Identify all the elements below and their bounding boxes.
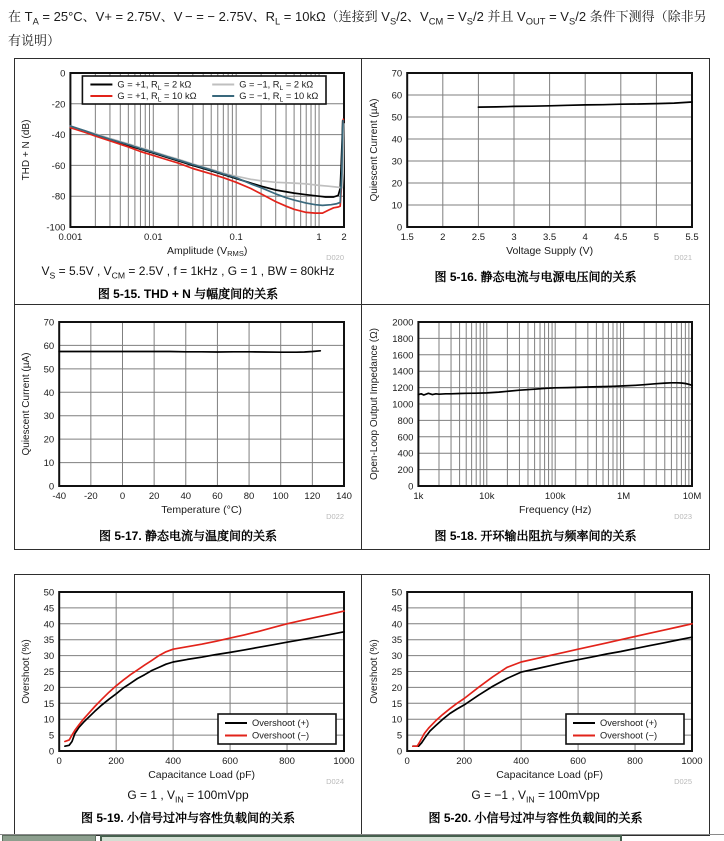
svg-text:5: 5 bbox=[396, 730, 402, 742]
svg-text:200: 200 bbox=[397, 465, 413, 477]
figure-condition: $V_S = 5.5V$ , $V_{CM} = 2.5V$ , f = 1kHz , G = 1 , BW = 80kHz bbox=[41, 264, 335, 281]
figure-condition: G = 1 , $V_{IN}$ = 100mVpp bbox=[127, 788, 249, 805]
svg-text:140: 140 bbox=[336, 491, 352, 502]
svg-text:Overshoot (+): Overshoot (+) bbox=[599, 718, 657, 729]
svg-text:0: 0 bbox=[404, 756, 410, 767]
svg-text:800: 800 bbox=[397, 415, 413, 427]
svg-text:4.5: 4.5 bbox=[613, 232, 627, 243]
svg-text:120: 120 bbox=[304, 491, 321, 502]
svg-text:-20: -20 bbox=[51, 99, 66, 111]
svg-text:50: 50 bbox=[43, 587, 55, 599]
chart-quiescent-current-vs-temperature bbox=[18, 312, 358, 522]
figure-table-top bbox=[14, 58, 710, 550]
svg-text:2.5: 2.5 bbox=[471, 232, 485, 243]
svg-text:1000: 1000 bbox=[680, 756, 703, 767]
svg-text:10M: 10M bbox=[682, 491, 701, 502]
svg-text:600: 600 bbox=[397, 432, 413, 444]
svg-text:Overshoot (−): Overshoot (−) bbox=[599, 730, 657, 741]
svg-text:D025: D025 bbox=[673, 777, 692, 786]
svg-text:2000: 2000 bbox=[391, 317, 413, 329]
svg-text:0: 0 bbox=[119, 491, 126, 502]
svg-text:0: 0 bbox=[396, 222, 402, 234]
svg-text:1200: 1200 bbox=[391, 383, 413, 395]
figure-title: 图 5-15. THD + N 与幅度间的关系 bbox=[97, 287, 279, 302]
figure-cell-5-15 bbox=[15, 59, 362, 305]
svg-text:800: 800 bbox=[279, 756, 295, 767]
svg-text:G = +1, RL = 2 kΩ: G = +1, $R_L = 2$ kΩ bbox=[117, 79, 192, 92]
svg-text:D021: D021 bbox=[673, 253, 692, 262]
figure-title: 图 5-16. 静态电流与电源电压间的关系 bbox=[434, 270, 637, 284]
svg-text:1400: 1400 bbox=[391, 366, 413, 378]
svg-text:60: 60 bbox=[43, 340, 55, 352]
svg-text:D020: D020 bbox=[326, 253, 344, 262]
svg-text:-80: -80 bbox=[51, 191, 66, 203]
svg-text:5.5: 5.5 bbox=[684, 232, 699, 243]
svg-text:5: 5 bbox=[48, 730, 55, 742]
svg-text:400: 400 bbox=[512, 756, 529, 767]
svg-text:D022: D022 bbox=[326, 512, 344, 521]
figure-table-bottom bbox=[14, 574, 710, 836]
svg-text:0: 0 bbox=[396, 746, 402, 758]
svg-text:20: 20 bbox=[43, 434, 55, 446]
svg-text:30: 30 bbox=[43, 651, 55, 663]
svg-text:30: 30 bbox=[391, 156, 402, 168]
svg-text:1k: 1k bbox=[412, 491, 423, 502]
taskbar-item-large[interactable] bbox=[100, 835, 622, 841]
svg-text:800: 800 bbox=[626, 756, 643, 767]
svg-text:1.5: 1.5 bbox=[400, 232, 414, 243]
figure-title: 图 5-19. 小信号过冲与容性负载间的关系 bbox=[80, 811, 296, 826]
svg-text:Overshoot (%): Overshoot (%) bbox=[21, 639, 32, 704]
svg-text:D023: D023 bbox=[673, 512, 692, 521]
svg-text:40: 40 bbox=[391, 134, 402, 146]
svg-text:Capacitance Load (pF): Capacitance Load (pF) bbox=[495, 769, 603, 781]
svg-text:70: 70 bbox=[43, 317, 55, 329]
svg-text:50: 50 bbox=[43, 364, 55, 376]
svg-text:1M: 1M bbox=[616, 491, 630, 502]
svg-text:40: 40 bbox=[43, 387, 55, 399]
svg-text:10: 10 bbox=[391, 714, 402, 726]
svg-text:200: 200 bbox=[108, 756, 125, 767]
svg-text:45: 45 bbox=[391, 603, 402, 615]
svg-text:20: 20 bbox=[43, 682, 55, 694]
svg-text:1: 1 bbox=[316, 232, 322, 243]
svg-text:10: 10 bbox=[43, 458, 55, 470]
svg-text:-40: -40 bbox=[51, 130, 66, 142]
chart-thd-vs-amplitude bbox=[18, 63, 358, 263]
figure-cell-5-20 bbox=[362, 575, 709, 835]
svg-text:0: 0 bbox=[60, 68, 66, 80]
svg-text:600: 600 bbox=[222, 756, 239, 767]
svg-text:0.1: 0.1 bbox=[229, 232, 243, 243]
svg-text:0.001: 0.001 bbox=[58, 232, 83, 243]
svg-text:25: 25 bbox=[43, 667, 55, 678]
svg-text:100k: 100k bbox=[544, 491, 566, 502]
svg-text:-20: -20 bbox=[83, 491, 98, 502]
svg-text:Temperature (°C): Temperature (°C) bbox=[161, 504, 242, 516]
svg-text:Open-Loop Output Impedance (Ω): Open-Loop Output Impedance (Ω) bbox=[368, 327, 380, 481]
svg-text:G = −1, RL = 2 kΩ: G = −1, $R_L = 2$ kΩ bbox=[239, 79, 314, 92]
svg-text:0: 0 bbox=[48, 746, 55, 758]
svg-text:1800: 1800 bbox=[391, 333, 413, 345]
svg-text:25: 25 bbox=[391, 667, 402, 678]
figure-cell-5-16 bbox=[362, 59, 709, 305]
svg-text:60: 60 bbox=[212, 491, 223, 502]
svg-text:2: 2 bbox=[439, 232, 445, 243]
svg-text:-60: -60 bbox=[51, 160, 66, 172]
svg-text:G = +1, RL = 10 kΩ: G = +1, $R_L = 10$ kΩ bbox=[117, 91, 197, 104]
svg-text:10: 10 bbox=[43, 714, 55, 726]
svg-text:80: 80 bbox=[243, 491, 255, 502]
svg-text:1000: 1000 bbox=[333, 756, 355, 767]
svg-text:5: 5 bbox=[653, 232, 659, 243]
svg-text:40: 40 bbox=[43, 619, 55, 631]
svg-text:50: 50 bbox=[391, 112, 402, 124]
svg-text:-40: -40 bbox=[52, 491, 67, 502]
svg-text:15: 15 bbox=[43, 698, 55, 710]
svg-text:Voltage Supply (V): Voltage Supply (V) bbox=[505, 245, 593, 257]
svg-text:30: 30 bbox=[43, 411, 55, 423]
chart-quiescent-current-vs-supply bbox=[366, 63, 706, 263]
svg-text:60: 60 bbox=[391, 90, 402, 102]
cutoff-ui-strip bbox=[0, 833, 724, 841]
figure-title: 图 5-20. 小信号过冲与容性负载间的关系 bbox=[428, 811, 643, 826]
svg-text:200: 200 bbox=[455, 756, 472, 767]
svg-text:Overshoot (+): Overshoot (+) bbox=[252, 718, 310, 729]
svg-text:35: 35 bbox=[391, 635, 402, 647]
svg-text:3: 3 bbox=[510, 232, 517, 243]
svg-text:2: 2 bbox=[341, 232, 347, 243]
svg-text:45: 45 bbox=[43, 603, 55, 615]
svg-text:1000: 1000 bbox=[391, 399, 413, 411]
figure-title: 图 5-17. 静态电流与温度间的关系 bbox=[98, 529, 278, 543]
chart-open-loop-output-impedance-vs-frequency bbox=[366, 312, 706, 522]
svg-text:400: 400 bbox=[397, 448, 413, 460]
svg-text:G = −1, RL = 10 kΩ: G = −1, $R_L = 10$ kΩ bbox=[239, 91, 319, 104]
svg-text:1600: 1600 bbox=[391, 350, 413, 362]
svg-text:10: 10 bbox=[391, 200, 402, 212]
svg-text:70: 70 bbox=[391, 68, 402, 80]
svg-text:20: 20 bbox=[391, 178, 402, 190]
svg-text:Amplitude (VRMS): Amplitude $(V_{RMS})$ bbox=[167, 245, 248, 259]
svg-text:Overshoot (%): Overshoot (%) bbox=[368, 639, 380, 704]
svg-text:400: 400 bbox=[165, 756, 182, 767]
svg-text:-100: -100 bbox=[46, 222, 66, 234]
svg-text:600: 600 bbox=[569, 756, 586, 767]
svg-text:Frequency (Hz): Frequency (Hz) bbox=[518, 504, 591, 516]
svg-text:Capacitance Load (pF): Capacitance Load (pF) bbox=[148, 769, 256, 781]
svg-text:50: 50 bbox=[391, 587, 402, 599]
svg-text:Quiescent Current (µA): Quiescent Current (µA) bbox=[21, 352, 32, 456]
figure-cell-5-18 bbox=[362, 305, 709, 549]
test-conditions-text: 在 $T_A = 25^\circ C$、V+ = 2.75V、V − = − 2.75V、$R_L = 10k\Omega$（连接到 $V_S/2$、$V_{CM} = V_S/2$ 并且 $V_{OUT} = V_S/2$ 条件下测得（除非另有说明） bbox=[8, 9, 707, 49]
svg-text:0: 0 bbox=[407, 481, 413, 493]
figure-cell-5-19 bbox=[15, 575, 362, 835]
svg-text:0.01: 0.01 bbox=[144, 232, 163, 243]
svg-text:10k: 10k bbox=[478, 491, 494, 502]
chart-overshoot-vs-capacitance-load-g1 bbox=[18, 582, 358, 787]
chart-overshoot-vs-capacitance-load-gm1 bbox=[366, 582, 706, 787]
svg-text:Quiescent Current (µA): Quiescent Current (µA) bbox=[368, 98, 380, 202]
figure-title: 图 5-18. 开环输出阻抗与频率间的关系 bbox=[434, 529, 637, 543]
svg-text:3.5: 3.5 bbox=[542, 232, 556, 243]
svg-text:40: 40 bbox=[180, 491, 192, 502]
svg-text:35: 35 bbox=[43, 635, 55, 647]
svg-text:20: 20 bbox=[391, 682, 402, 694]
svg-text:40: 40 bbox=[391, 619, 402, 631]
svg-text:20: 20 bbox=[148, 491, 160, 502]
svg-text:Overshoot (−): Overshoot (−) bbox=[252, 730, 310, 741]
svg-text:30: 30 bbox=[391, 651, 402, 663]
svg-text:D024: D024 bbox=[326, 777, 344, 786]
figure-condition: G = −1 , $V_{IN}$ = 100mVpp bbox=[471, 788, 600, 805]
figure-cell-5-17 bbox=[15, 305, 362, 549]
svg-text:15: 15 bbox=[391, 698, 402, 710]
svg-text:0: 0 bbox=[48, 481, 55, 493]
svg-text:4: 4 bbox=[582, 232, 588, 243]
svg-text:THD + N (dB): THD + N (dB) bbox=[21, 119, 32, 181]
taskbar-item-small[interactable] bbox=[2, 835, 96, 841]
svg-text:0: 0 bbox=[56, 756, 62, 767]
svg-text:100: 100 bbox=[272, 491, 289, 502]
